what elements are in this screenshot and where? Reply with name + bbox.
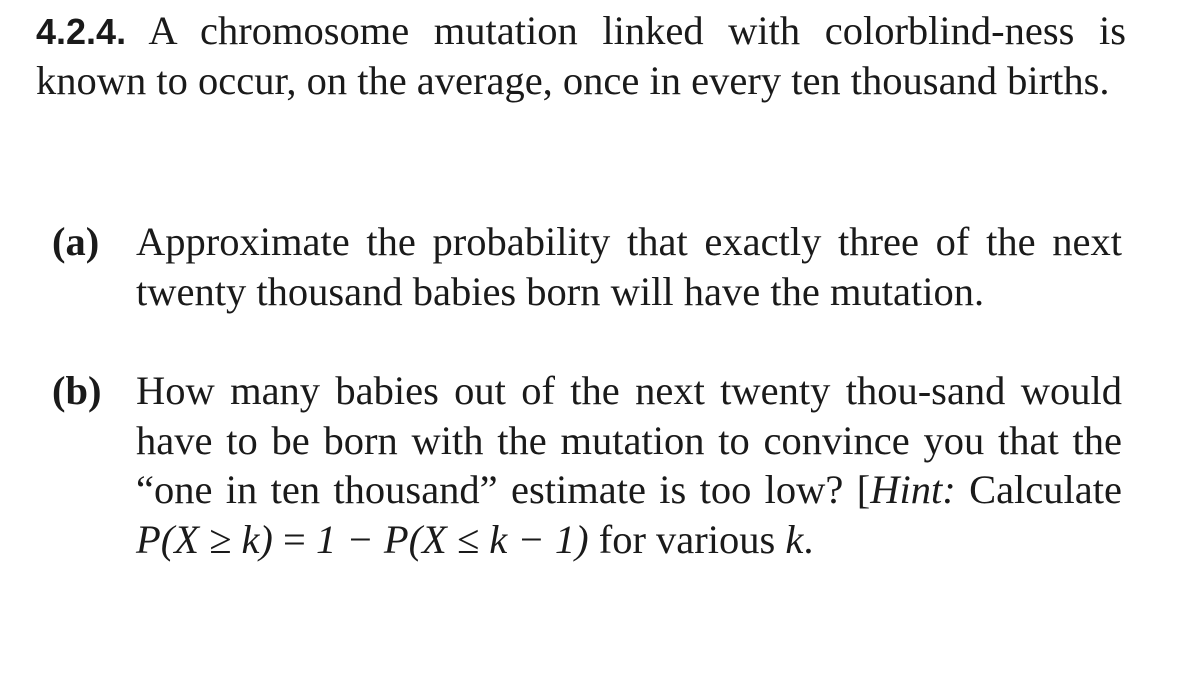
variable-k: k [785, 516, 804, 562]
hint-label: Hint: [870, 467, 956, 513]
part-b [52, 366, 1122, 564]
formula-complement: 1 − P(X ≤ k − 1) [316, 516, 589, 562]
part-b-body [136, 366, 1122, 564]
part-b-label: (b) [52, 368, 102, 413]
part-b-text: How many babies out of the next twenty thou-sand would have to be born with the mutation to convince you that the “one in ten thousand” estimate is too low? [ [136, 368, 1122, 513]
ending-text: for various [588, 516, 786, 562]
part-a-label: (a) [52, 219, 100, 264]
final-period: . [803, 516, 814, 562]
formula-p-x-geq-k: P(X ≥ k) [136, 516, 273, 562]
problem-number: 4.2.4. [36, 11, 127, 52]
equals-sign: = [272, 516, 316, 562]
problem-statement [36, 6, 1126, 105]
part-a [52, 217, 1122, 317]
problem-text: A chromosome mutation linked with colorblind-ness is known to occur, on the average, once in every ten thousand births. [36, 8, 1127, 103]
part-a-text: Approximate the probability that exactly three of the next twenty thousand babies born will have the mutation. [136, 219, 1122, 314]
hint-text: Calculate [955, 467, 1122, 513]
